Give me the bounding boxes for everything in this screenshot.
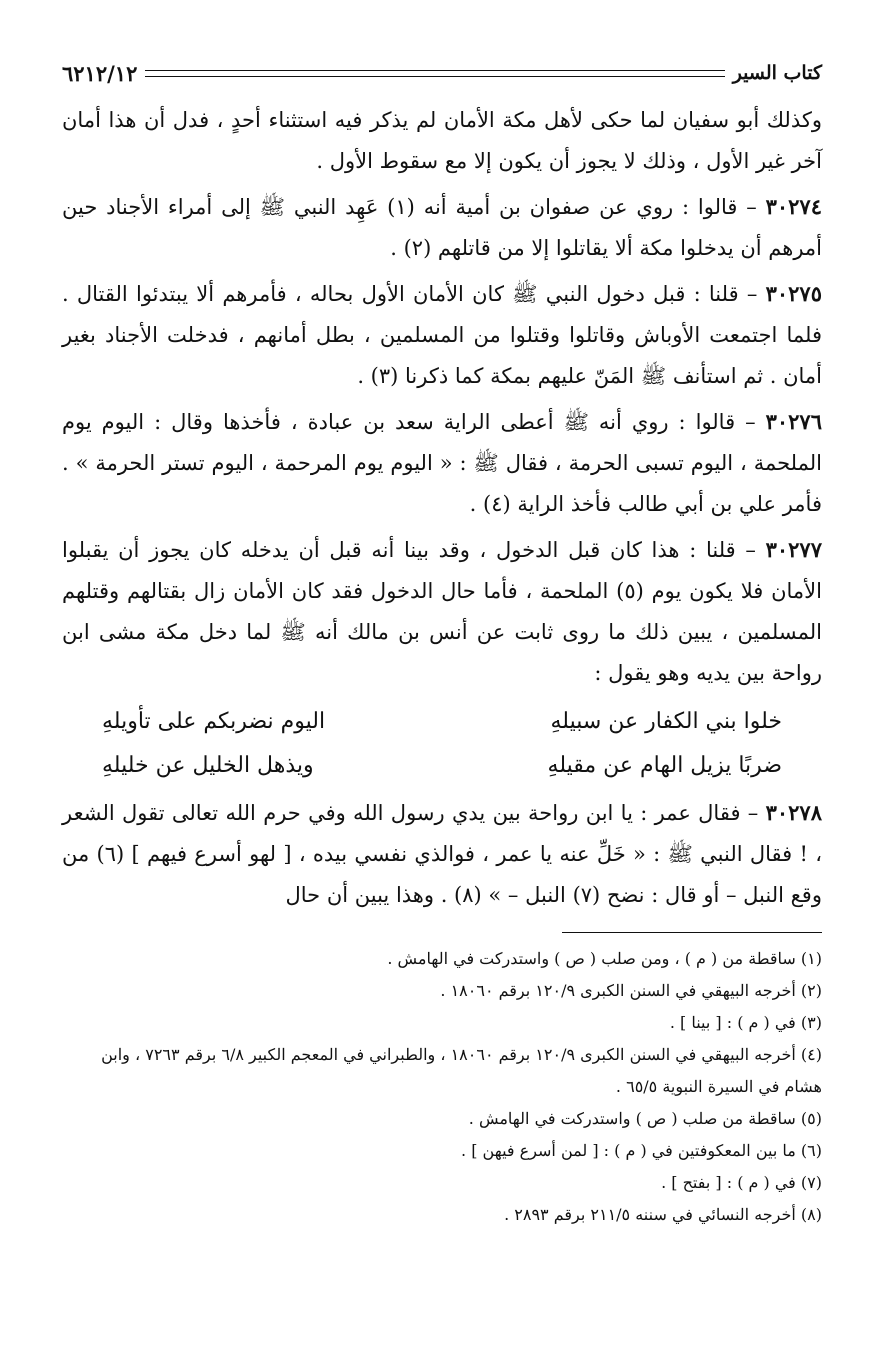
- footnote: (٣) في ( م ) : [ بينا ] .: [669, 1013, 822, 1032]
- footnote-divider: [562, 932, 822, 933]
- paragraph: [62, 273, 822, 397]
- verse-hemistich-left: ويذهل الخليل عن خليلهِ: [102, 753, 314, 778]
- verse-hemistich-left: اليوم نضربكم على تأويلهِ: [102, 709, 326, 734]
- paragraph: [62, 401, 822, 525]
- paragraph-text: – قلنا : هذا كان قبل الدخول ، وقد بينا أنه قبل أن يدخله كان يجوز أن يقبلوا الأمان فلا يكون يوم (٥) الملحمة ، فأما حال الدخول فقد كان الأمان زال بقتالهم وقتلهم المسلمين ، يبين ذلك ما روى ثابت عن أنس بن مالك أنه ﷺ لما دخل مكة مشى ابن رواحة بين يديه وهو يقول :: [62, 538, 822, 685]
- paragraph-text: وكذلك أبو سفيان لما حكى لأهل مكة الأمان لم يذكر فيه استثناء أحدٍ ، فدل أن هذا أمان آخر غير الأول ، وذلك لا يجوز أن يكون إلا مع سقوط الأول .: [62, 108, 822, 173]
- poem-line: [62, 744, 822, 788]
- poem-verses: [62, 700, 822, 788]
- paragraph: [62, 792, 822, 916]
- paragraph-number: ٣٠٢٧٨: [765, 800, 822, 825]
- verse-hemistich-right: ضربًا يزيل الهام عن مقيلهِ: [547, 753, 782, 778]
- paragraph-number: ٣٠٢٧٥: [765, 281, 822, 306]
- footnote: (٦) ما بين المعكوفتين في ( م ) : [ لمن أسرع فيهن ] .: [461, 1141, 822, 1160]
- poem-line: [62, 700, 822, 744]
- paragraph-number: ٣٠٢٧٤: [765, 194, 822, 219]
- paragraph-text: – فقال عمر : يا ابن رواحة بين يدي رسول الله وفي حرم الله تعالى تقول الشعر ، ! فقال النبي ﷺ : « خَلِّ عنه يا عمر ، فوالذي نفسي بيده ، [ لهو أسرع فيهم ] (٦) من وقع النبل – أو قال : نضح (٧) النبل – » (٨) . وهذا يبين أن حال: [62, 801, 822, 907]
- paragraph-text: – قلنا : قبل دخول النبي ﷺ كان الأمان الأول بحاله ، فأمرهم ألا يبتدئوا القتال . فلما اجتمعت الأوباش وقاتلوا وقتلوا من المسلمين ، بطل أمانهم ، فدخلت الأجناد بغير أمان . ثم استأنف ﷺ المَنّ عليهم بمكة كما ذكرنا (٣) .: [62, 282, 822, 388]
- paragraph: [62, 186, 822, 269]
- footnote: (١) ساقطة من ( م ) ، ومن صلب ( ص ) واستدركت في الهامش .: [387, 949, 822, 968]
- main-text: [62, 100, 822, 916]
- footnote: (٤) أخرجه البيهقي في السنن الكبرى ١٢٠/٩ برقم ١٨٠٦٠ ، والطبراني في المعجم الكبير ٦/٨ برقم ٧٢٦٣ ، وابن هشام في السيرة النبوية ٦٥/٥ .: [101, 1045, 822, 1096]
- book-page: [62, 56, 822, 1231]
- paragraph-text: – قالوا : روي أنه ﷺ أعطى الراية سعد بن عبادة ، فأخذها وقال : اليوم يوم الملحمة ، اليوم تسبى الحرمة ، فقال ﷺ : « اليوم يوم المرحمة ، اليوم تستر الحرمة » . فأمر علي بن أبي طالب فأخذ الراية (٤) .: [62, 410, 822, 516]
- footnote: (٢) أخرجه البيهقي في السنن الكبرى ١٢٠/٩ برقم ١٨٠٦٠ .: [440, 981, 822, 1000]
- paragraph-number: ٣٠٢٧٦: [765, 409, 822, 434]
- page-header: [62, 56, 822, 90]
- header-rule: [145, 70, 724, 77]
- verse-hemistich-right: خلوا بني الكفار عن سبيلهِ: [550, 709, 782, 734]
- footnote: (٨) أخرجه النسائي في سننه ٢١١/٥ برقم ٢٨٩٣ .: [504, 1205, 822, 1224]
- footnote: (٥) ساقطة من صلب ( ص ) واستدركت في الهامش .: [468, 1109, 822, 1128]
- footnotes: [62, 943, 822, 1231]
- paragraph-number: ٣٠٢٧٧: [765, 537, 822, 562]
- paragraph: [62, 100, 822, 182]
- page-number: ٦٢١٢/١٢: [62, 60, 138, 86]
- paragraph: [62, 529, 822, 694]
- book-title: كتاب السير: [732, 62, 822, 84]
- footnote: (٧) في ( م ) : [ بفتح ] .: [661, 1173, 822, 1192]
- paragraph-text: – قالوا : روي عن صفوان بن أمية أنه (١) عَهِد النبي ﷺ إلى أمراء الأجناد حين أمرهم أن يدخلوا مكة ألا يقاتلوا إلا من قاتلهم (٢) .: [62, 195, 822, 260]
